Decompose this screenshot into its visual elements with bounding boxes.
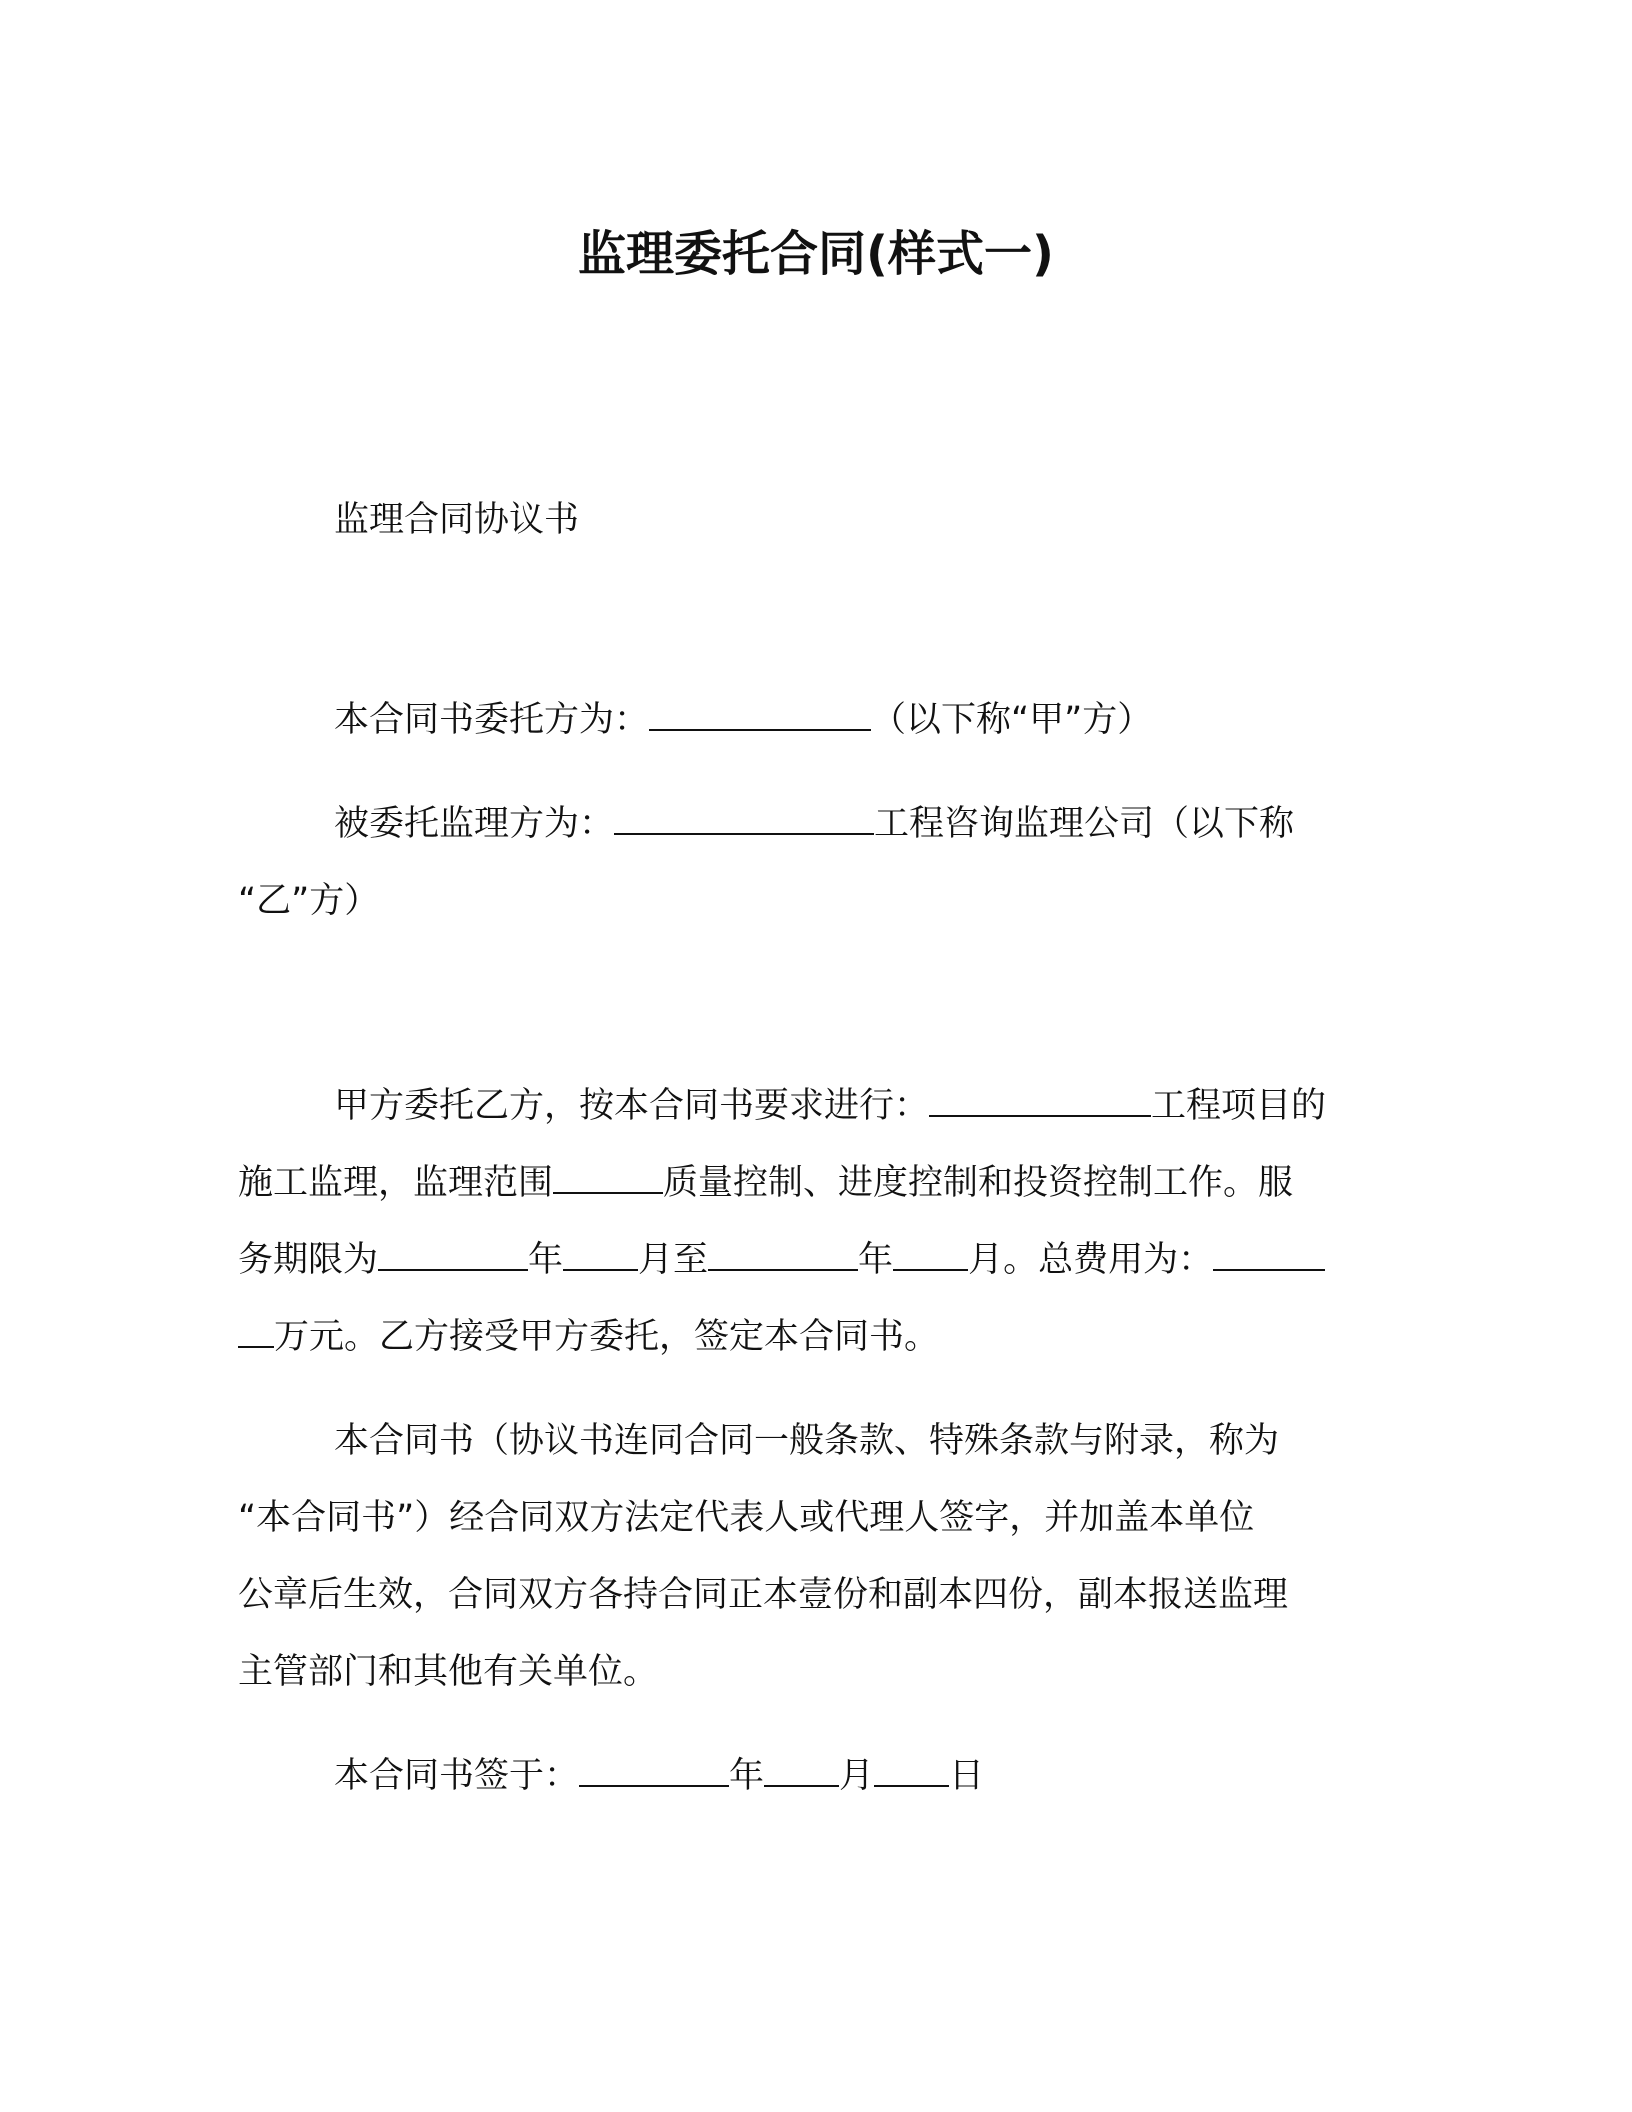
end-year-blank [708, 1241, 858, 1271]
signed-year-blank [579, 1757, 729, 1787]
contractor-line [334, 800, 1294, 848]
contractor-label: 被委托监理方为： [334, 804, 615, 844]
signed-day-label: 日 [949, 1756, 985, 1796]
fee-blank-1 [1213, 1241, 1325, 1271]
contractor-suffix: 工程咨询监理公司（以下称 [874, 804, 1295, 844]
signed-year-label: 年 [729, 1756, 765, 1796]
para2-line4: 主管部门和其他有关单位。 [238, 1652, 659, 1692]
para1-line1-suffix: 工程项目的 [1151, 1086, 1327, 1126]
client-suffix: （以下称“甲”方） [871, 700, 1153, 740]
contractor-blank [614, 805, 874, 835]
subtitle: 监理合同协议书 [334, 500, 580, 540]
start-month-blank [563, 1241, 638, 1271]
start-year-label: 年 [528, 1240, 564, 1280]
fee-blank-2 [238, 1318, 274, 1348]
signed-month-label: 月 [839, 1756, 875, 1796]
signed-label: 本合同书签于： [334, 1756, 580, 1796]
client-label: 本合同书委托方为： [334, 700, 650, 740]
contractor-continuation: “乙”方） [238, 881, 380, 921]
project-name-blank [929, 1087, 1151, 1117]
signed-month-blank [764, 1757, 839, 1787]
para1-line3 [238, 1236, 1325, 1284]
para1-line4-suffix: 万元。乙方接受甲方委托，签定本合同书。 [274, 1317, 940, 1357]
start-month-label: 月至 [638, 1240, 709, 1280]
start-year-blank [378, 1241, 528, 1271]
para2-line2: “本合同书”）经合同双方法定代表人或代理人签字，并加盖本单位 [238, 1498, 1255, 1538]
para1-line2 [238, 1159, 1293, 1207]
signed-day-blank [874, 1757, 949, 1787]
scope-blank [553, 1164, 663, 1194]
signed-line [334, 1752, 984, 1800]
end-year-label: 年 [858, 1240, 894, 1280]
end-month-blank [893, 1241, 968, 1271]
para2-line1: 本合同书（协议书连同合同一般条款、特殊条款与附录，称为 [334, 1421, 1280, 1461]
client-blank [649, 701, 871, 731]
para1-line2-prefix: 施工监理，监理范围 [238, 1163, 554, 1203]
para1-line1 [334, 1082, 1326, 1130]
para1-line4 [238, 1313, 939, 1361]
para1-line3-prefix: 务期限为 [238, 1240, 379, 1280]
end-month-label: 月。总费用为： [968, 1240, 1214, 1280]
client-line [334, 696, 1152, 744]
document-title: 监理委托合同(样式一) [578, 226, 1054, 282]
para1-line1-prefix: 甲方委托乙方，按本合同书要求进行： [334, 1086, 930, 1126]
para1-line2-suffix: 质量控制、进度控制和投资控制工作。服 [663, 1163, 1294, 1203]
para2-line3: 公章后生效，合同双方各持合同正本壹份和副本四份，副本报送监理 [238, 1575, 1289, 1615]
